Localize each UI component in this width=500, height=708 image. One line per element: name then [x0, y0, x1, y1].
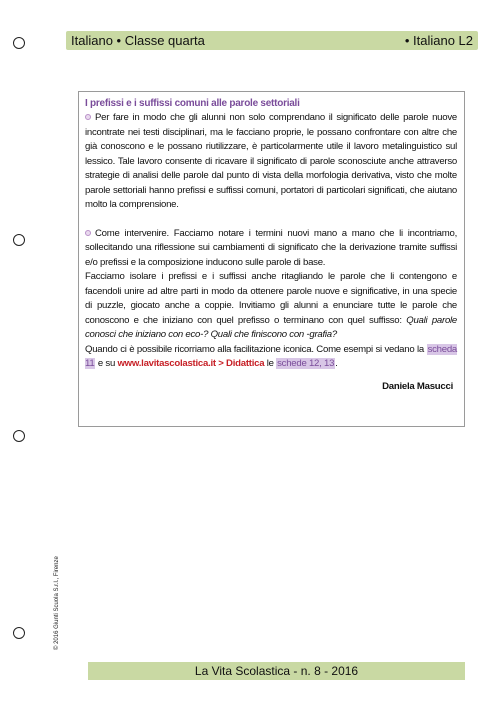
schede-12-13-link[interactable]: schede 12, 13 — [277, 358, 335, 369]
bullet-icon — [85, 114, 91, 120]
website-link[interactable]: www.lavitascolastica.it > Didattica — [117, 358, 265, 369]
header-section: • Italiano L2 — [404, 33, 473, 48]
author-signature: Daniela Masucci — [382, 380, 453, 392]
binder-hole-3 — [13, 430, 25, 442]
paragraph-activity: Facciamo isolare i prefissi e i suffissi anche ritagliando le parole che li contengono e facendoli unire ad altre parti in modo da ottenere parole nuove e significative, in una specie di puzzle, giocato anche a coppie. Invitiamo gli alunni a enunciare tutte le parole che conoscono e che iniziano con quel prefisso o terminano con quel suffisso: Quali parole conosci che iniziano con eco-? Quali che finiscono con -grafia? — [85, 271, 457, 340]
article-title: I prefissi e i suffissi comuni alle parole settoriali — [85, 98, 300, 109]
binder-hole-1 — [13, 37, 25, 49]
article-content — [85, 97, 457, 394]
bullet-icon — [85, 230, 91, 236]
page-header — [66, 31, 478, 50]
paragraph-intro: Per fare in modo che gli alunni non solo comprendano il significato delle parole nuove incontrate nei testi disciplinari, ma le facciano proprie, le possano confrontare con altre che già conoscono e le possano riutilizzare, è particolarmente utile il lavoro metalinguistico sul lessico. Tale lavoro consente di ricavare il significato di parole sconosciute anche attraverso strategie di analisi delle parole dal punto di vista della morfologia derivativa, visto che molte parole settoriali hanno prefissi e suffissi comuni, portatori di particolari significati, che aiutano molto la comprensione. — [85, 112, 457, 210]
binder-hole-2 — [13, 234, 25, 246]
scheda-11-link[interactable]: scheda 11 — [85, 343, 457, 369]
page-footer: La Vita Scolastica - n. 8 - 2016 — [88, 662, 465, 680]
binder-hole-4 — [13, 627, 25, 639]
paragraph-how-to: Come intervenire. Facciamo notare i termini nuovi mano a mano che li incontriamo, sollecitando una riflessione sui cambiamenti di significato che la derivazione tramite suffissi e/o prefissi e la composizione inducono sulle parole di base. — [85, 227, 457, 268]
copyright-notice: © 2016 Giunti Scuola S.r.l., Firenze — [54, 556, 60, 650]
paragraph-references: Quando ci è possibile ricorriamo alla facilitazione iconica. Come esempi si vedano la scheda 11 e su www.lavitascolastica.it > Didattica le schede 12, 13. — [85, 343, 457, 369]
example-questions: Quali parole conosci che iniziano con eco-? Quali che finiscono con -grafia? — [85, 314, 457, 340]
header-subject: Italiano • Classe quarta — [71, 33, 205, 48]
